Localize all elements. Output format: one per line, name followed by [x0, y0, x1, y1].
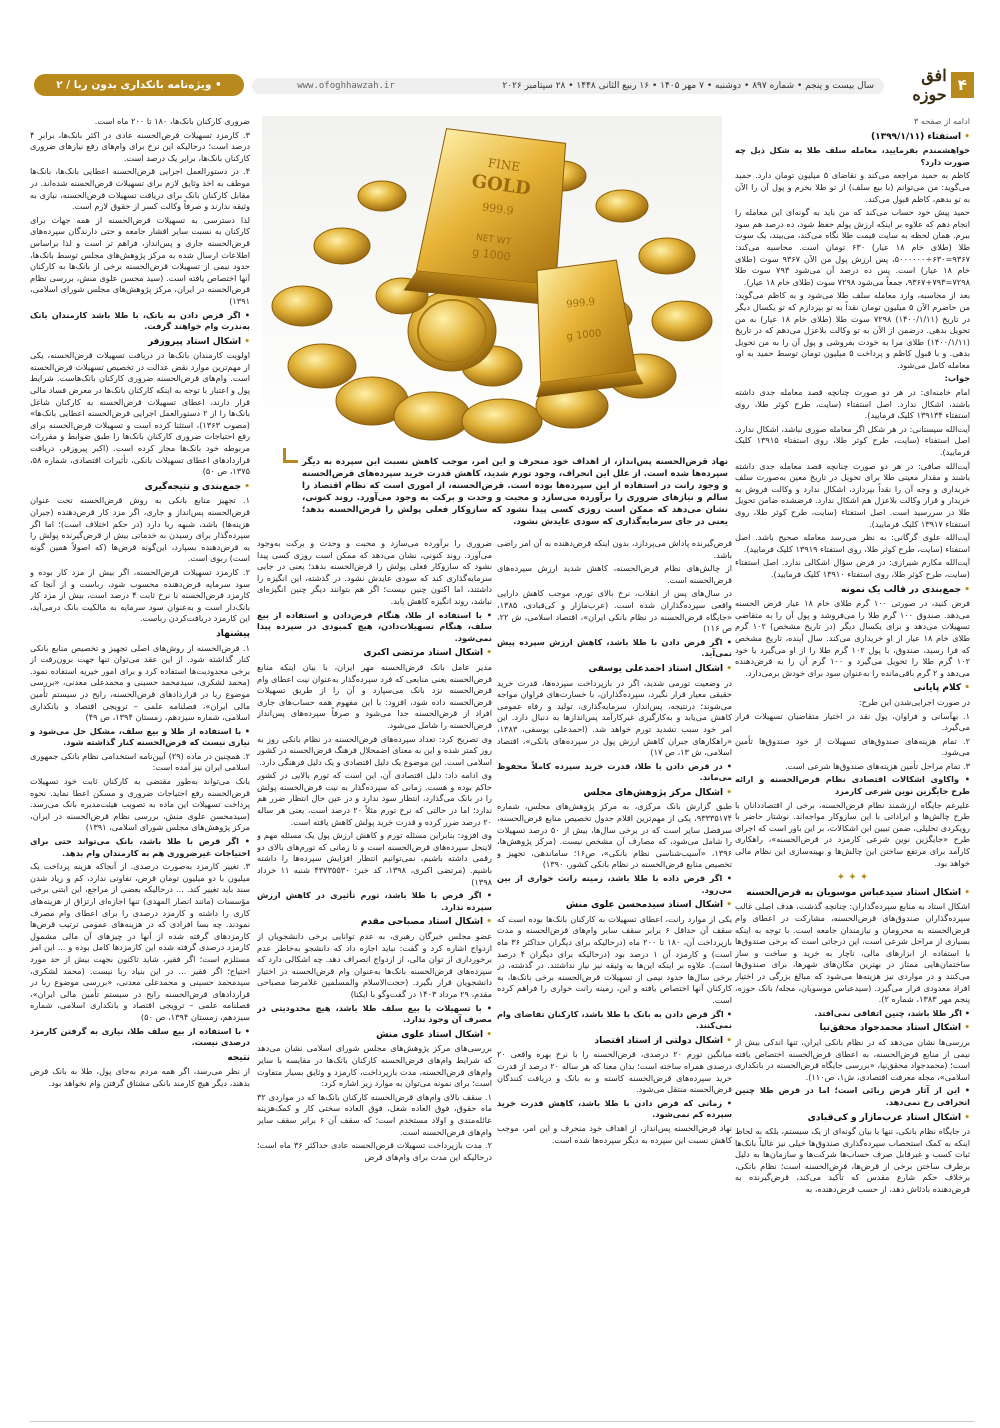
highlight-note: • اگر قرض داده با طلا باشد، زمینه رانت خواری از بین می‌رود. — [497, 873, 732, 895]
gold-image — [262, 116, 722, 446]
gold-bar-small — [523, 259, 644, 398]
answer: آیت‌الله علوی گرگانی: به نظر می‌رسد معامله صحیح باشد. اصل استفتاء (سایت، طرح کوثر طلا، روی استفتاء ۱۳۹۱۹ کلیک فرمایید). — [735, 532, 970, 554]
list-item: ۳. تغییر کارمزد به‌صورت درصدی. از آنجاکه هزینه پرداخت یک میلیون با دو میلیون تومان قرض، تفاوتی ندارد، کم و زیاد شدن سند باید تغییر کند. ... درحالیکه بعضی از مراجع، این ابتنی برخی مؤسسات (مانند انصار المهدی) تنها اجازه‌ای ارتزاق از هزینه‌های کاری را داشته و کارمزد درصدی را برای اعطای وام مصرف نمودند. چه بسا افرادی که در هزینه‌های عمومی ترتیب قرض‌ها کارمزدهای گرفته شده از آنها در چیزهای آن مالی مشمول کارمزد درصدی گرفته شده این کارمزدها کامل بوده و ... این امر مستلزم است؛ اگر فقیر، شاید تاکنون بجهت بیش از حد مورد احتیاج؛ اگر فقیر ... در این بنیاد ربا نیست. (محمد لشکری، سیدمحمد حسینی و محمدعلی معدنی، «بررسی موضوع ربا در قراردادهای قرض‌الحسنه رابح در سیستم تأمین مالی ایران»، فصلنامه علمی – ترویجی اقتصاد و بانکداری اسلامی، شماره سیزدهم، زمستان ۱۳۹۴، ص ۵۰) — [30, 861, 250, 1022]
paragraph: ۴. در دستورالعمل اجرایی قرض‌الحسنه اعطایی بانک‌ها، بانک‌ها موظف به اخذ وثایق لازم برای تسهیلات قرض‌الحسنه شده‌اند. در مقابل کارکنان بانک برای دریافت تسهیلات قرض‌الحسنه، نیازی به وثیقه ندارند و صرفاً وکالت کسر از حقوق لازم است. — [30, 166, 250, 212]
paragraph: کاظم به حمید مراجعه می‌کند و تقاضای ۵ میلیون تومان دارد. حمید می‌گوید: من می‌توانم (با بیع سلف) از تو طلا بخرم و پول آن را الآن به تو بدهم، کاظم قبول می‌کند. — [735, 170, 970, 204]
paragraph: عضو مجلس خبرگان رهبری، به عدم توانایی برخی دانشجویان از ازدواج اشاره کرد و گفت: نباید اجازه داد که دانشجو به‌خاطر عدم برخورداری از توان مالی، از ازدواج انصراف دهد. چه اشکالی دارد که سپرده‌های قرض‌الحسنه بانک‌ها به‌عنوان وام قرض‌الحسنه در اختیار دانشجویان قرار بگیرد. (حجت‌الاسلام والمسلمین غلامرضا مصباحی مقدم، ۲۹ مرداد ۱۴۰۳ در گفت‌وگو با ایکنا) — [257, 931, 492, 999]
answer: آیت‌الله مکارم شیرازی: در فرض سؤال اشکالی ندارد. اصل استفتاء (سایت، طرح کوثر طلا، روی استفتاء ۱۳۹۱۰ کلیک فرمایید). — [735, 557, 970, 579]
section-heading: • اشکال استاد سیدعباس موسویان به قرض‌الحسنه — [746, 887, 970, 898]
list-item: ۱. سقف بالای وام‌های قرض‌الحسنه کارکنان بانک‌ها که در مواردی ۳۲ ماه حقوق، فوق العاده شغل، فوق العاده سختی کار و کمک‌هزینه عائله‌مندی و اولاد مستخدم است؛ که سقف آن ۶ برابر سقف سایر وام‌های قرض‌الحسنه است. — [257, 1091, 492, 1137]
answer: آیت‌الله سیستانی: در هر شکل اگر معامله صوری نباشد، اشکال ندارد. اصل استفتاء (سایت، طرح کوثر طلا، روی استفتاء ۱۳۹۱۵ کلیک فرمایید). — [735, 423, 970, 458]
paragraph: یکی از موارد رانت، اعطای تسهیلات به کارکنان بانک‌ها بوده است که سقف آن حداقل ۶ برابر سقف سایر وام‌های قرض‌الحسنه و مدت بازپرداخت آن، ۱۸۰ تا ۲۰۰ ماه (درحالیکه برای دیگران حداکثر ۳۶ ماه است) و کارمزد آن ۱ درصد بود (درحالیکه برای دیگران ۴ درصد است). علاوه بر اینکه این‌ها به وثیقه نیز نیاز نداشتند. در گذشته، در برخی سال‌ها حدود نیمی از تسهیلات قرض‌الحسنه برخی بانک‌ها، به کارکنان آنها اختصاص یافته و این، زمینه رانت خواری را فراهم کرده است. — [497, 913, 732, 1005]
logo: افق حوزه — [912, 66, 947, 104]
caption-marker — [283, 448, 298, 463]
highlight-note: • با استفاده از طلا و بیع سلف، مشکل حل می‌شود و نیازی نیست که قرض‌الحسنه کنار گذاشته شود. — [30, 725, 250, 748]
highlight-note: • این از آثار قرض ربائی است؛ اما در قرض طلا چنین انحرافی رخ نمی‌دهد. — [735, 1085, 970, 1107]
paragraph: قرض‌گیرنده پاداش می‌پردازد، بدون اینکه قرض‌دهنده به آن امر راضی باشد. — [497, 538, 732, 560]
paragraph: ضروری را برآورده می‌سازد و محبت و وحدت و برکت به‌وجود می‌آورد. روند کنونی، نشان می‌دهد که ممکن است روزی کسی پیدا نشود که سازوکار فعلی پولش را قرض‌الحسنه بدهد؛ یعنی در جایی سرمایه‌گذاری کند که سودی عایدش نشود. در گذشته، این انگیزه را داشتند، اما اکنون چنین نیست؛ اگر هم بتوانند دیگر چنین انگیزه‌ای نباشد، روند انگیزه کاهش یابد. — [257, 538, 492, 606]
website-url[interactable]: www.ofoghhawzah.ir — [252, 78, 440, 94]
column-1 — [735, 116, 970, 1420]
paragraph: در جایگاه نظام بانکی، تنها با بیان گونه‌ای از یک سیستم، بلکه به لحاظ اینکه به کمک استحصاب سپرده‌گذاری صندوق‌ها خیلی نیز غالباً بانک‌ها ثبات کسب و غیرقابل صرف حساب‌ها شرکت‌ها و سازمان‌ها به دلیل برطرف ساختن برخی از قرض‌ها، قرض‌الحسنه است؛ نظام بانکی، برخلاف حکم شارع مقدس که تأکید می‌کند، قرض‌گیرنده به قرض‌دهنده بادئاش دهد، از حسب قرض‌دهنده، به — [735, 1126, 970, 1195]
answer: آیت‌الله صافی: در هر دو صورت چنانچه قصد معامله جدی داشته باشند و مقدار معینی طلا برای تحویل در تاریخ معین به‌صورت سلف خریداری و وجه آن را نقداً بپردازد، اشکال ندارد و وکالت فروش به خریدار و قرار وکالت بلاعزل هم اشکال ندارد. فرضشده ضامن تحویل طلا در سررسید است. اصل استفتاء (سایت، طرح کوثر طلا، روی استفتاء ۱۳۹۱۷ کلیک فرمایید). — [735, 460, 970, 529]
bar-text: 1000 g — [471, 245, 512, 264]
photo-caption: نهاد قرض‌الحسنه پس‌انداز، از اهداف خود منحرف و این امر، موجب کاهش نسبت این سپرده به دیگر سپرده‌ها شده است. از علل این انحراف، وجود تورم شدید، کاهش قدرت خرید سپرده‌های قرض‌الحسنه و وجود رانت در استفاده از این سپرده‌ها بوده است. قرض‌الحسنه، از اموری است که نظام اقتصاد را سالم و نیازهای ضروری را برآورده می‌سازد و محبت و وحدت و برکت به وجود می‌آورد. روند کنونی، نشان می‌دهد که ممکن است روزی کسی پیدا نشود که سازوکار فعلی پولش را قرض‌الحسنه بدهد؛ یعنی در جای سرمایه‌گذاری که سودی عایدش نشود. — [302, 457, 728, 527]
list-item: ۲. تمام هزینه‌های صندوق‌های تسهیلات از خود صندوق‌ها تأمین می‌شود. — [735, 735, 970, 758]
paragraph: وی تصریح کرد: تعداد سپرده‌های قرض‌الحسنه در نظام بانکی روز به روز کمتر شده و این به معنای اضمحلال فرهنگ قرض‌الحسنه در کشور اسلامی است. این موضوع یک دلیل اقتصادی و یک دلیل فرهنگی دارد. — [257, 733, 492, 767]
paragraph: وی افزود: بنابراین مسئله تورم و کاهش ارزش پول یک مسئله مهم و لاینحل سپرده‌های قرض‌الحسنه است و تا زمانی که تورم‌های بالای دو رقمی داشته باشیم، نمی‌توانیم انتظار افزایش سپرده‌ها را داشته باشیم. (مرتضی اکبری، ۱۳۹۸، کد خبر: ۴۳۷۳۵۵۳۰ شنبه ۱۱ خرداد ۱۳۹۸) — [257, 830, 492, 887]
paragraph: از چالش‌های نظام قرض‌الحسنه، کاهش شدید ارزش سپرده‌های قرض‌الحسنه است. — [497, 563, 732, 585]
column-3 — [257, 538, 492, 1418]
section-heading: • اشکال استاد مصباحی مقدم — [360, 917, 492, 928]
paragraph: بانک می‌تواند به‌طور مقتضی به کارکنان ثابت خود تسهیلات قرض‌الحسنه رفع احتیاجات ضروری و مسکن اعطا نماید. نحوه پرداخت تسهیلات این ماده به تصویب هیئت‌مدیره بانک می‌رسد. (سیدمحسن علوی منش، بررسی نظام قرض‌الحسنه در ایران، مرکز پژوهش‌های مجلس شورای اسلامی، ۱۳۹۱) — [30, 776, 250, 833]
section-heading: • اشکال استاد احمدعلی یوسفی — [588, 663, 732, 674]
page-number: ۴ — [951, 72, 974, 98]
column-4 — [30, 116, 250, 1420]
continued-note: ادامه از صفحه ۳ — [913, 116, 970, 126]
section-heading: • اشکال مرکز پژوهش‌های مجلس — [583, 787, 732, 798]
section-heading: • اشکال استاد عرب‌مازار و کی‌قبادی — [807, 1112, 970, 1123]
issue-info: سال بیست و پنجم • شماره ۸۹۷ • دوشنبه • ۷ مهر ۱۴۰۵ • ۱۶ ربیع الثانی ۱۴۴۸ • ۲۸ سپتامبر ۲۰۲۶ — [430, 78, 884, 94]
paragraph: ۳. کارمزد تسهیلات قرض‌الحسنه عادی در اکثر بانک‌ها، برابر ۴ درصد است؛ درحالیکه این نرخ برای وام‌های رفع نیازهای ضروری کارکنان بانک‌ها، برابر یک درصد است. — [30, 129, 250, 163]
paragraph: از نظر می‌رسد، اگر همه مردم به‌جای پول، طلا به بانک قرض بدهند، دیگر هیچ کارمند بانکی مشتاق گرفتن وام نخواهد بود. — [30, 1066, 250, 1088]
highlight-note: • اگر قرض دادن به بانک با طلا باشد، کارکنان تقاضای وام نمی‌کنند. — [497, 1008, 732, 1031]
list-item: ۲. مدت بازپرداخت تسهیلات قرض‌الحسنه عادی حداکثر ۳۶ ماه است؛ درحالیکه این مدت برای وام‌های قرض — [257, 1140, 492, 1162]
answer: امام خامنه‌ای: در هر دو صورت چنانچه قصد معامله جدی داشته باشند، اشکال ندارد. اصل استفتاء (سایت، طرح کوثر طلا، روی استفتاء ۱۳۹۱۳۴ کلیک فرمایید). — [735, 387, 970, 421]
highlight-note: • با استفاده از طلا، هنگام قرض‌دادن و استفاده از بیع سلف، هنگام تسهیلات‌دادن، هیچ کمبودی در سپرده پیدا نمی‌شود. — [257, 609, 492, 643]
paragraph: لذا دسترسی به تسهیلات قرض‌الحسنه از همه جهات برای کارکنان به نسبت سایر اقشار جامعه و حتی دارندگان سپرده‌های قرض‌الحسنه جاری و پس‌انداز، فراهم تر است و لذا براساس اطلاعات ارسال شده به مرکز پژوهش‌های مجلس توسط بانک‌ها، حدود نیمی از تسهیلات قرض‌الحسنه برخی از بانک‌ها به کارکنان آنها اختصاص یافته است. (سید محسن علوی منش، بررسی نظام قرض‌الحسنه در ایران، مرکز پژوهش‌های مجلس شورای اسلامی، ۱۳۹۱) — [30, 214, 250, 306]
highlight-note: • در قرض دادن با طلا، قدرت خرید سپرده کاملاً محفوظ می‌ماند. — [497, 760, 732, 783]
bar-text: 999.9 — [481, 200, 515, 218]
paragraph: بررسی‌های مرکز پژوهش‌های مجلس شورای اسلامی نشان می‌دهد که شرایط وام‌های قرض‌الحسنه کارکنان بانک‌ها در مقایسه با سایر وام‌های قرض‌الحسنه، مدت بازپرداخت، کارمزد و وثایق بسیار متفاوت است؛ برای نمونه می‌توان به موارد زیر اشاره کرد: — [257, 1043, 492, 1089]
section-heading: • اشکال استاد مرتضی اکبری — [363, 648, 492, 659]
highlight-note: • اگر قرض دادن به بانک، با طلا باشد کارمندان بانک به‌ندرت وام خواهند گرفت. — [30, 309, 250, 332]
question-title: • استفتاء (۱۳۹۹/۱/۱۱) — [870, 131, 970, 142]
highlight-note: • اگر قرض با طلا باشد، بانک می‌تواند حتی برای احتیاجات غیرضروری هم به کارمندان وام بدهد. — [30, 836, 250, 858]
section-heading: • اشکال استاد علوی منش — [376, 1029, 492, 1040]
masthead — [888, 66, 974, 104]
paragraph: بررسی‌ها نشان می‌دهد که در نظام بانکی ایران، تنها اندکی بیش از نیمی از منابع قرض‌الحسنه، به اعطای قرض‌الحسنه اختصاص یافته است؛ (محمدجواد محقق‌نیا، «بررسی جایگاه قرض‌الحسنه در بانکداری اسلامی»، مجله معرفت اقتصادی، ش۱، ص۱۱۰). — [735, 1036, 970, 1082]
answer-label: جواب: — [944, 373, 970, 384]
list-item: ۱. بهآسانی و فراوان، پول نقد در اختیار متقاضیان تسهیلات قرار می‌گیرد. — [735, 710, 970, 733]
page-header — [30, 66, 974, 108]
highlight-note: • با استفاده از بیع سلف طلا، نیازی به گرفتن کارمزد درصدی نیست. — [30, 1025, 250, 1048]
section-heading: • اشکال استاد سیدمحسن علوی منش — [565, 900, 732, 911]
highlight-note: • اگر طلا باشد، چنین اتفاقی نمی‌افتد. — [814, 1007, 970, 1018]
paragraph: در صورت اجرایی‌شدن این طرح: — [858, 696, 970, 707]
section-heading: • اشکال دولتی از استاد اقتصاد — [594, 1035, 732, 1046]
column-2 — [497, 538, 732, 1418]
gold-bars-photo — [262, 116, 722, 446]
paragraph: وی ادامه داد: دلیل اقتصادی آن، این است که تورم بالایی در کشور حاکم بوده و هست. زمانی که سپرده‌گذار به نیت قرض‌الحسنه پولش را در بانک می‌گذارد، انتظار سود ندارد و در عین حال انتظار ضرر هم ندارد؛ اما در حالتی که نرخ تورم مثلاً ۲۰ درصد است، یعنی هر ساله ۲۰ درصد ضرر کرده و قدرت خرید پولش کاهش یافته است. — [257, 770, 492, 827]
paragraph: نهاد قرض‌الحسنه پس‌انداز، از اهداف خود منحرف و این امر، موجب کاهش نسبت این سپرده به دیگر سپرده‌ها شده است. — [497, 1122, 732, 1145]
list-item: ۳. تمام مراحل تأمین هزینه‌های صندوق‌ها شرعی است. — [784, 760, 970, 771]
paragraph: حمید پیش خود حساب می‌کند که من باید به گونه‌ای این معامله را انجام دهم که علاوه بر اینکه ارزش پولم حفظ شود، ده درصد هم سود ببرم. همان لحظه به سایت قیمت طلا نگاه می‌کند، می‌بیند، یک سوت طلا (طلای خام ۱۸ عیار) ۶۳۰ تومان است. محاسبه می‌کند: ۹۳۶۷=۶۳۰÷۵۰۰۰۰۰۰، پس ارزش پول من الآن ۹۳۶۷ سوت (طلای خام ۱۸ عیار) است. پس ده درصد آن می‌شود ۷۹۳ سوت طلا ۷۲۹۸=۷۹۳+۹۳۶۷، جمعاً می‌شود ۷۲۹۸ سوت (طلای خام ۱۸ عیار). — [735, 207, 970, 287]
paragraph: علیرغم جایگاه ارزشمند نظام قرض‌الحسنه، برخی از اقتصاددانان با طرح چالش‌ها و ایراداتی با این سازوکار مواجه‌اند. نوشتار حاضر با رویکردی تحلیلی، ضمن تبیین این اشکالات، بر این باور است که اجرای طرح «جایگزین نوین شرعی کارمزد در قرض‌الحسنه»، راهکاری کارآمد برای مرتفع ساختن این چالش‌ها و بهینه‌سازی این نظام مالی خواهد بود. — [735, 799, 970, 868]
bottom-rule — [30, 1421, 974, 1422]
section-heading: • اشکال استاد پیروزفر — [147, 336, 250, 347]
question-lead: خواهشمندم بفرمایید، معامله سلف طلا به شکل ذیل چه صورت دارد؟ — [735, 145, 970, 167]
section-heading: • جمع‌بندی در قالب یک نمونه — [840, 584, 970, 595]
highlight-note: • اگر قرض با طلا باشد، تورم تأثیری در کاهش ارزش سپرده ندارد. — [257, 890, 492, 912]
list-item: ۱. تجهیز منابع بانکی به روش قرض‌الحسنه تحت عنوان قرض‌الحسنه پس‌انداز و جاری، اگر مزد کار قرض‌دهنده (جبران هزینه‌ها) باشد، شبهه ربا دارد (در حکم اختلاف است)؛ اما اگر سپرده‌گذار برای رسیدن به خدماتی بیش از قرض‌گیرنده پولش را به قرض‌دهنده بسپارد، این‌گونه قرض‌ها (که اصولاً همین گونه است) ربوی است. — [30, 495, 250, 564]
list-item: ۲. همچنین در ماده (۲۹) آیین‌نامه استخدامی نظام بانکی جمهوری اسلامی ایران نیز آمده است: — [30, 750, 250, 773]
bar-text: FINE — [487, 155, 521, 175]
paragraph: بعد از محاسبه، وارد معامله سلف طلا می‌شود و به کاظم می‌گوید: من حاضرم الآن ۵ میلیون تومان نقداً به تو بپردازم که تو یکسال دیگر در تاریخ (۱۴۰۰/۱/۱۱) ۷۲۹۸ سوت طلا (طلای خام ۱۸ عیار) به من تحویل بدهی. درضمن از الآن به تو وکالت بلاعزل می‌دهم که در تاریخ (۱۴۰۰/۱/۱۱) طلای مرا به خودت بفروشی و پول آن را به من تحویل بدهی. و با قبول کاظم و پرداخت ۵ میلیون تومان توسط حمید به او، معامله کامل می‌شود. — [735, 290, 970, 370]
paragraph: فرض کنید، در صورتی ۱۰۰ گرم طلای خام ۱۸ عیار قرض الحسنه می‌دهد. صندوق ۱۰۰ گرم طلا را می‌فروشد و پول آن را به متقاضی تسهیلات می‌دهد و برای یکسال دیگر (در تاریخ مشخص) ۱۰۲ گرم طلای خام ۱۸ عیار از او خریداری می‌کند. سال آینده، تاریخ مشخص که فرا رسید، صندوق، با پول ۱۰۲ گرم طلا را از او می‌گیرد یا خود ۱۰۲ گرم طلا را تحویل می‌گیرد و ۱۰۰ گرم آن را به قرض‌دهنده می‌دهد و ۲ گرم باقی‌مانده را به‌عنوان سود برای خودش برمی‌دارد. — [735, 598, 970, 678]
list-item: ۲. کارمزد تسهیلات قرض‌الحسنه، اگر بیش از مزد کار بوده و سود سرمایه قرض‌دهنده محسوب شود، رباست و از آنجا که کارمزد قرض‌الحسنه با نرخ ثابت ۴ درصد است، بیش از مزد کار بانک‌دار است و به‌عنوان سود سرمایه به مالکیت بانک درمی‌آید، این کارمزد دریافت‌کردن رباست. — [30, 566, 250, 624]
section-heading: نتیجه — [227, 1052, 250, 1063]
section-heading: • جمع‌بندی و نتیجه‌گیری — [144, 481, 250, 492]
paragraph: اشکال استاد به منابع سپرده‌گذاران: چنانچه گذشت، هدف اصلی غالب سپرده‌گذاران صندوق‌های قرض‌الحسنه، مشارکت در اعطای وام قرض‌الحسنه به محرومان و نیازمندان جامعه است. با توجه به اینکه بسیاری از مراحل شرعی است، این درجاتی است که برخی صندوق‌ها با استفاده از ابزارهای مالی، ناچار به خرید و ساخت و ساز ساختمان‌هایی ممتاز در بهترین مکان‌های شهرها، برای صندوق‌ها می‌کنند و در مواردی نیز هزینه‌ها می‌شود که مبالغ بزرگی در اختیار افراد معدودی قرار می‌گیرد. (سیدعباس موسویان، مجله/ بانک حوزه، پنجم مهر ۱۳۸۳، شماره ۲). — [735, 901, 970, 1005]
highlight-note: • با تسهیلات با بیع سلف طلا باشد، هیچ محدودیتی در مصرف آن وجود ندارد. — [257, 1002, 492, 1025]
paragraph: اولویت کارمندان بانک‌ها در دریافت تسهیلات قرض‌الحسنه، یکی از مهم‌ترین موارد نقض عدالت در تخصیص تسهیلات قرض‌الحسنه است. وام‌های قرض‌الحسنه ضروری کارکنان بانک‌هاست. شرایط پول و اعتبار با توجه به اینکه کارکنان بانک‌ها در معرض فساد مالی قرار دارند، اعطای تسهیلات قرض‌الحسنه به کارکنان شاغل بانک‌ها را از ۲ دستورالعمل اجرایی قرض‌الحسنه اعطایی بانک‌ها» (مصوب ۱۳۶۳)، استثنا کرده است و تسهیلات قرض‌الحسنه برای رفع احتیاجات ضروری کارکنان بانک‌ها را طبق ضوابط و مقررات مربوطه خود بانک‌ها مجاز کرده است. (اکبر پیروزفر، دریافت قرارداد‌های اعطای تسهیلات بانکی، تأثیرات اقتصادی، شماره ۵۸، ۱۳۷۵، ص ۵۰) — [30, 350, 250, 477]
paragraph: مدیر عامل بانک قرض‌الحسنه مهر ایران، با بیان اینکه منابع قرض‌الحسنه یعنی منابعی که فرد سپرده‌گذار به‌عنوان نیت اعطای وام قرض‌الحسنه نزد بانک می‌سپارد و آن را از طریق تسهیلات قرض‌الحسنه داده شود، افزود: با این مفهوم همه حساب‌های جاری افراد از قرض‌الحسنه جدا می‌شود و صرفاً سپرده‌های پس‌انداز قرض‌الحسنه را شامل می‌شود. — [257, 661, 492, 730]
paragraph: در سال‌های پس از انقلاب، نرخ بالای تورم، موجب کاهش دارایی واقعی سپرده‌گذاران شده است. (عرب‌مازار و کی‌قبادی، ۱۳۸۵، «جایگاه قرض‌الحسنه در نظام بانکی ایران»، اقتصاد اسلامی، ش ۲۲، ص ۱۱۶) — [497, 588, 732, 634]
paragraph: میانگین تورم ۲۰ درصدی، قرض‌الحسنه را با نرخ بهره واقعی ۲۰ درصدی همراه ساخته است؛ بدان معنا که هر ساله ۲۰ درصد از قدرت خرید سپرده‌های قرض‌الحسنه کاسته و به بانک و دریافت کنندگان قرض‌الحسنه منتقل می‌شود. — [497, 1049, 732, 1095]
section-heading: • اشکال استاد محمدجواد محقق‌نیا — [819, 1023, 970, 1034]
bar-text: GOLD — [470, 170, 532, 200]
highlight-note: • زمانی که قرض دادن با طلا باشد، کاهش قدرت خرید سپرده کم نمی‌شود. — [497, 1097, 732, 1120]
bar-text: 999.9 — [565, 296, 596, 311]
bar-text: NET WT — [475, 232, 512, 248]
ornament-divider: ✦ ✦ ✦ — [836, 872, 869, 884]
bar-text: 1000 g — [566, 328, 603, 343]
list-item: ۱. قرض‌الحسنه از روش‌های اصلی تجهیز و تخصیص منابع بانکی کنار گذاشته شود. از این عقد می‌توان تنها جهت برون‌رفت از برخی محدودیت‌ها استفاده کرد و برای امور خیریه استفاده نمود. (محمد لشکری، سیدمحمد حسینی و محمدعلی معدنی، «بررسی موضوع ربا در قراردادهای قرض‌الحسنه، رابح در سیستم تأمین مالی ایران»، فصلنامه علمی – ترویجی اقتصاد و بانکداری اسلامی، شماره سیزدهم، زمستان ۱۳۹۴، ص ۴۹) — [30, 642, 250, 723]
paragraph: طبق گزارش بانک مرکزی، به مرکز پژوهش‌های مجلس، شماره ۹۳۳۳۵۱۷۴، یکی از مهم‌ترین اقلام جدول تخصیص منابع قرض‌الحسنه، سرفصل سایر است که در برخی سال‌ها، بیش از ۵۰ درصد تسهیلات را شامل می‌شود، که مصارف آن مشخص نیست. (مرکز پژوهش‌ها، ۱۳۹۶، «آسیب‌شناسی نظام بانکی»، ص۱۶؛ ساماندهی، تجهیز و تخصیص منابع قرض‌الحسنه در نظام بانکی کشور، ۱۳۹۰) — [497, 801, 732, 870]
section-heading: • کلام پایانی — [913, 683, 970, 694]
sub-heading: • واکاوی اشکالات اقتصادی نظام قرض‌الحسنه و ارائه طرح جایگزین نوین شرعی کارمزد — [735, 774, 970, 797]
highlight-note: • اگر قرض دادن با طلا باشد، کاهش ارزش سپرده پیش نمی‌آید. — [497, 636, 732, 659]
paragraph: ضروری کارکنان بانک‌ها، ۱۸۰ تا ۲۰۰ ماه است. — [94, 116, 250, 126]
section-heading: پیشنهاد — [216, 628, 250, 639]
paragraph: در وضعیت تورمی شدید، اگر در بازپرداخت سپرده‌ها، قدرت خرید حقیقی معیار قرار نگیرد، سپرده‌گذاران، با خسارت‌های فراوان مواجه می‌شوند؛ درنتیجه، پس‌انداز، سرمایه‌گذاری، تولید و رفاه عمومی کاهش می‌یابد و به‌کارگیری غیرکارآمد پس‌اندازها به دنبال دارد. این امر خود سبب تشدید تورم خواهد شد. (احمدعلی یوسفی، ۱۳۸۳، «راهکارهای جبران کاهش ارزش پول در سپرده‌های بانکی»، اقتصاد اسلامی، ش ۱۳، ص ۱۷) — [497, 677, 732, 758]
section-banner: • ویژه‌نامه بانکداری بدون ربا / ۲ — [34, 74, 244, 96]
